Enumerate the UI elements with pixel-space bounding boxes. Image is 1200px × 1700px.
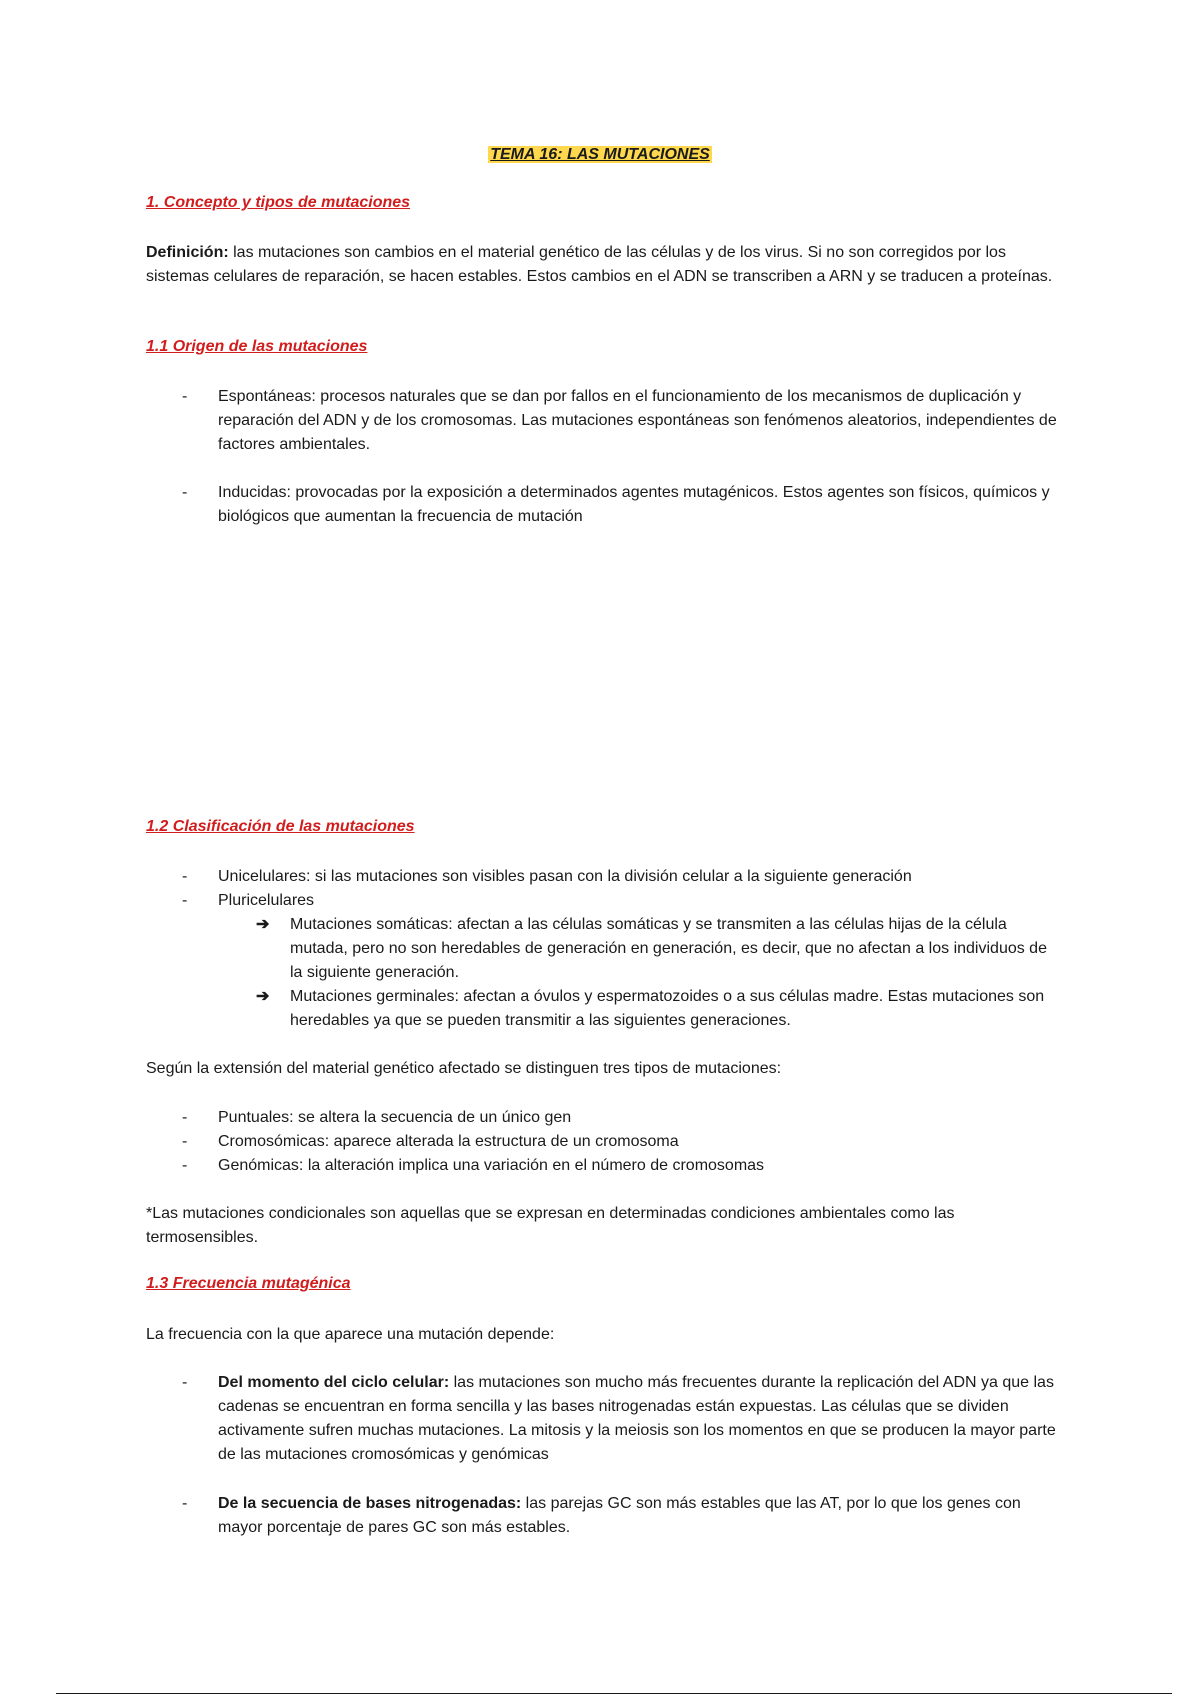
conditional-note: *Las mutaciones condicionales son aquellas que se expresan en determinadas condiciones ambientales como las termosensibles. (146, 1205, 955, 1246)
list-item-puntuales: - Puntuales: se altera la secuencia de un único gen (218, 1106, 1058, 1130)
list-item-genomicas: - Genómicas: la alteración implica una variación en el número de cromosomas (218, 1154, 1058, 1178)
list-item-cromosomicas: - Cromosómicas: aparece alterada la estructura de un cromosoma (218, 1130, 1058, 1154)
section-1-3-heading: 1.3 Frecuencia mutagénica (146, 1275, 351, 1292)
bullet-dash: - (182, 1157, 188, 1174)
list-item-bases-nitrogenadas: - De la secuencia de bases nitrogenadas: las parejas GC son más estables que las AT, por lo que los genes con mayor porcentaje de pares GC son más estables. (218, 1492, 1058, 1540)
list-item-unicelulares: - Unicelulares: si las mutaciones son visibles pasan con la división celular a la siguiente generación (218, 865, 1058, 889)
definition-text: las mutaciones son cambios en el material genético de las células y de los virus. Si no son corregidos por los sistemas celulares de reparación, se hacen estables. Estos cambios en el ADN se transcriben a ARN y se traducen a proteínas. (146, 244, 1053, 285)
bullet-dash: - (182, 892, 188, 909)
bullet-dash: - (182, 484, 188, 501)
bullet-dash: - (182, 868, 188, 885)
list-item-pluricelulares: - Pluricelulares (218, 889, 1058, 913)
page-title: TEMA 16: LAS MUTACIONES (490, 146, 710, 163)
section-1-2-heading: 1.2 Clasificación de las mutaciones (146, 818, 415, 835)
list-item-ciclo-celular: - Del momento del ciclo celular: las mutaciones son mucho más frecuentes durante la replicación del ADN ya que las cadenas se encuentran en forma sencilla y las bases nitrogenadas están expuestas. Las células que se dividen activamente sufren muchas mutaciones. La mitosis y la meiosis son los momentos en que se producen la mayor parte de las mutaciones cromosómicas y genómicas (218, 1371, 1058, 1467)
definition-paragraph (146, 241, 1056, 289)
list-item-espontaneas: - Espontáneas: procesos naturales que se dan por fallos en el funcionamiento de los mecanismos de duplicación y reparación del ADN y de los cromosomas. Las mutaciones espontáneas son fenómenos aleatorios, independientes de factores ambientales. (218, 385, 1058, 457)
bullet-dash: - (182, 388, 188, 405)
extension-intro: Según la extensión del material genético afectado se distinguen tres tipos de mutaciones: (146, 1060, 782, 1077)
bullet-dash: - (182, 1133, 188, 1150)
sublist-item-germinales: ➔ Mutaciones germinales: afectan a óvulos y espermatozoides o a sus células madre. Estas mutaciones son heredables ya que se pueden transmitir a las siguientes generaciones. (290, 985, 1060, 1033)
definition-label: Definición: (146, 244, 229, 261)
footer-divider (56, 1693, 1172, 1694)
arrow-bullet-icon: ➔ (256, 916, 270, 933)
section-1-heading: 1. Concepto y tipos de mutaciones (146, 194, 411, 211)
bullet-dash: - (182, 1374, 188, 1391)
bullet-dash: - (182, 1109, 188, 1126)
sublist-item-somaticas: ➔ Mutaciones somáticas: afectan a las células somáticas y se transmiten a las células hijas de la célula mutada, pero no son heredables de generación en generación, es decir, que no afectan a los individuos de la siguiente generación. (290, 913, 1060, 985)
arrow-bullet-icon: ➔ (256, 988, 270, 1005)
section-1-1-heading: 1.1 Origen de las mutaciones (146, 338, 368, 355)
list-item-inducidas: - Inducidas: provocadas por la exposición a determinados agentes mutagénicos. Estos agentes son físicos, químicos y biológicos que aumentan la frecuencia de mutación (218, 481, 1058, 529)
bullet-dash: - (182, 1495, 188, 1512)
frequency-intro: La frecuencia con la que aparece una mutación depende: (146, 1326, 555, 1343)
item-label: De la secuencia de bases nitrogenadas: (218, 1495, 522, 1512)
item-label: Del momento del ciclo celular: (218, 1374, 450, 1391)
